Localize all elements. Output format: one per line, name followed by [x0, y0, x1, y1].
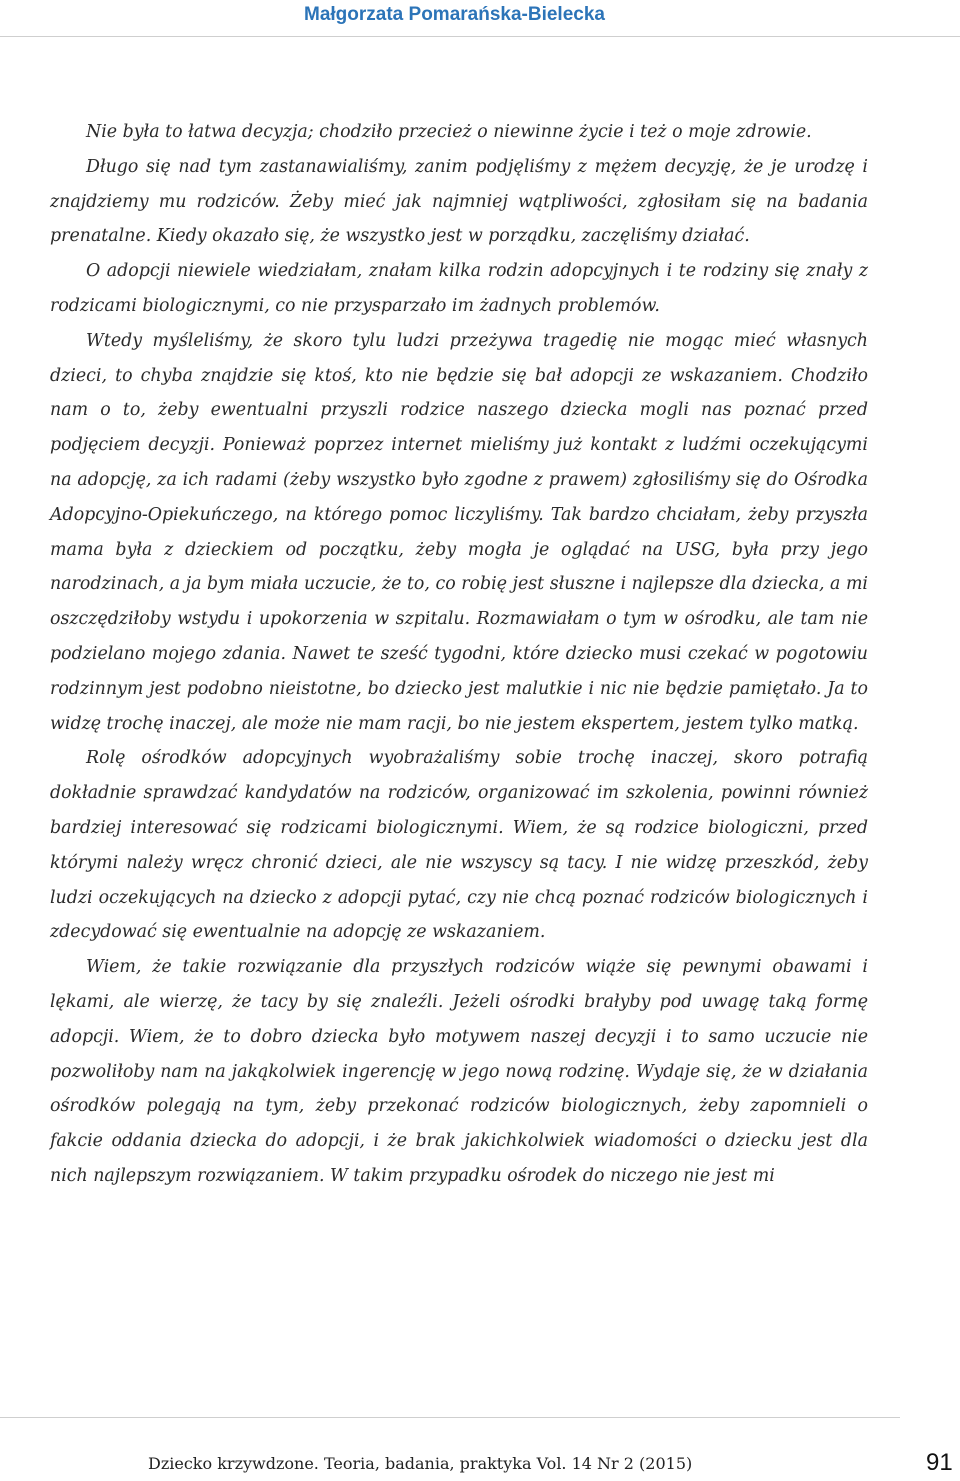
article-body	[50, 115, 868, 1194]
footer-rule	[0, 1417, 900, 1418]
paragraph: Nie była to łatwa decyzja; chodziło przecież o niewinne życie i też o moje zdrowie.	[86, 122, 812, 142]
header-author: Małgorzata Pomarańska-Bielecka	[304, 4, 605, 25]
paragraph: Długo się nad tym zastanawialiśmy, zanim podjęliśmy z mężem decyzję, że je urodzę i znajdziemy mu rodziców. Żeby mieć jak najmniej wątpliwości, zgłosiłam się na badania prenatalne. Kiedy okazało się, że wszystko jest w porządku, zaczęliśmy działać.	[50, 156, 868, 247]
running-header	[0, 0, 960, 36]
paragraph: Wtedy myśleliśmy, że skoro tylu ludzi przeżywa tragedię nie mogąc mieć własnych dzieci, to chyba znajdzie się ktoś, kto nie będzie się bał adopcji ze wskazaniem. Chodziło nam o to, żeby ewentualni przyszli rodzice naszego dziecka mogli nas poznać przed podjęciem decyzji. Ponieważ poprzez internet mieliśmy już kontakt z ludźmi oczekującymi na adopcję, za ich radami (żeby wszystko było zgodne z prawem) zgłosiliśmy się do Ośrodka Adopcyjno-Opiekuńczego, na którego pomoc liczyliśmy. Tak bardzo chciałam, żeby przyszła mama była z dzieckiem od początku, żeby mogła je oglądać na USG, była przy jego narodzinach, a ja bym miała uczucie, że to, co robię jest słuszne i najlepsze dla dziecka, a mi oszczędziłoby wstydu i upokorzenia w szpitalu. Rozmawiałam o tym w ośrodku, ale tam nie podzielano mojego zdania. Nawet te sześć tygodni, które dziecko musi czekać w pogotowiu rodzinnym jest podobno nieistotne, bo dziecko jest malutkie i nic nie będzie pamiętało. Ja to widzę trochę inaczej, ale może nie mam racji, bo nie jestem ekspertem, jestem tylko matką.	[50, 330, 868, 734]
paragraph: O adopcji niewiele wiedziałam, znałam kilka rodzin adopcyjnych i te rodziny się znały z rodzicami biologicznymi, co nie przysparzało im żadnych problemów.	[50, 261, 868, 316]
footer-journal-title: Dziecko krzywdzone. Teoria, badania, praktyka Vol. 14 Nr 2 (2015)	[148, 1454, 693, 1473]
page-number: 91	[926, 1449, 953, 1476]
paragraph: Wiem, że takie rozwiązanie dla przyszłych rodziców wiąże się pewnymi obawami i lękami, ale wierzę, że tacy by się znaleźli. Jeżeli ośrodki brałyby pod uwagę taką formę adopcji. Wiem, że to dobro dziecka było motywem naszej decyzji i to samo uczucie nie pozwoliłoby nam na jakąkolwiek ingerencję w jego nową rodzinę. Wydaje się, że w działania ośrodków polegają na tym, żeby przekonać rodziców biologicznych, żeby zapomnieli o fakcie oddania dziecka do adopcji, i że brak jakichkolwiek wiadomości o dziecku jest dla nich najlepszym rozwiązaniem. W takim przypadku ośrodek do niczego nie jest mi	[50, 957, 868, 1186]
paragraph: Rolę ośrodków adopcyjnych wyobrażaliśmy sobie trochę inaczej, skoro potrafią dokładnie sprawdzać kandydatów na rodziców, organizować im szkolenia, powinni również bardziej interesować się rodzicami biologicznymi. Wiem, że są rodzice biologiczni, przed którymi należy wręcz chronić dzieci, ale nie wszyscy są tacy. I nie widzę przeszkód, żeby ludzi oczekujących na dziecko z adopcji pytać, czy nie chcą poznać rodziców biologicznych i zdecydować się ewentualnie na adopcję ze wskazaniem.	[50, 748, 868, 943]
header-rule	[0, 36, 960, 37]
